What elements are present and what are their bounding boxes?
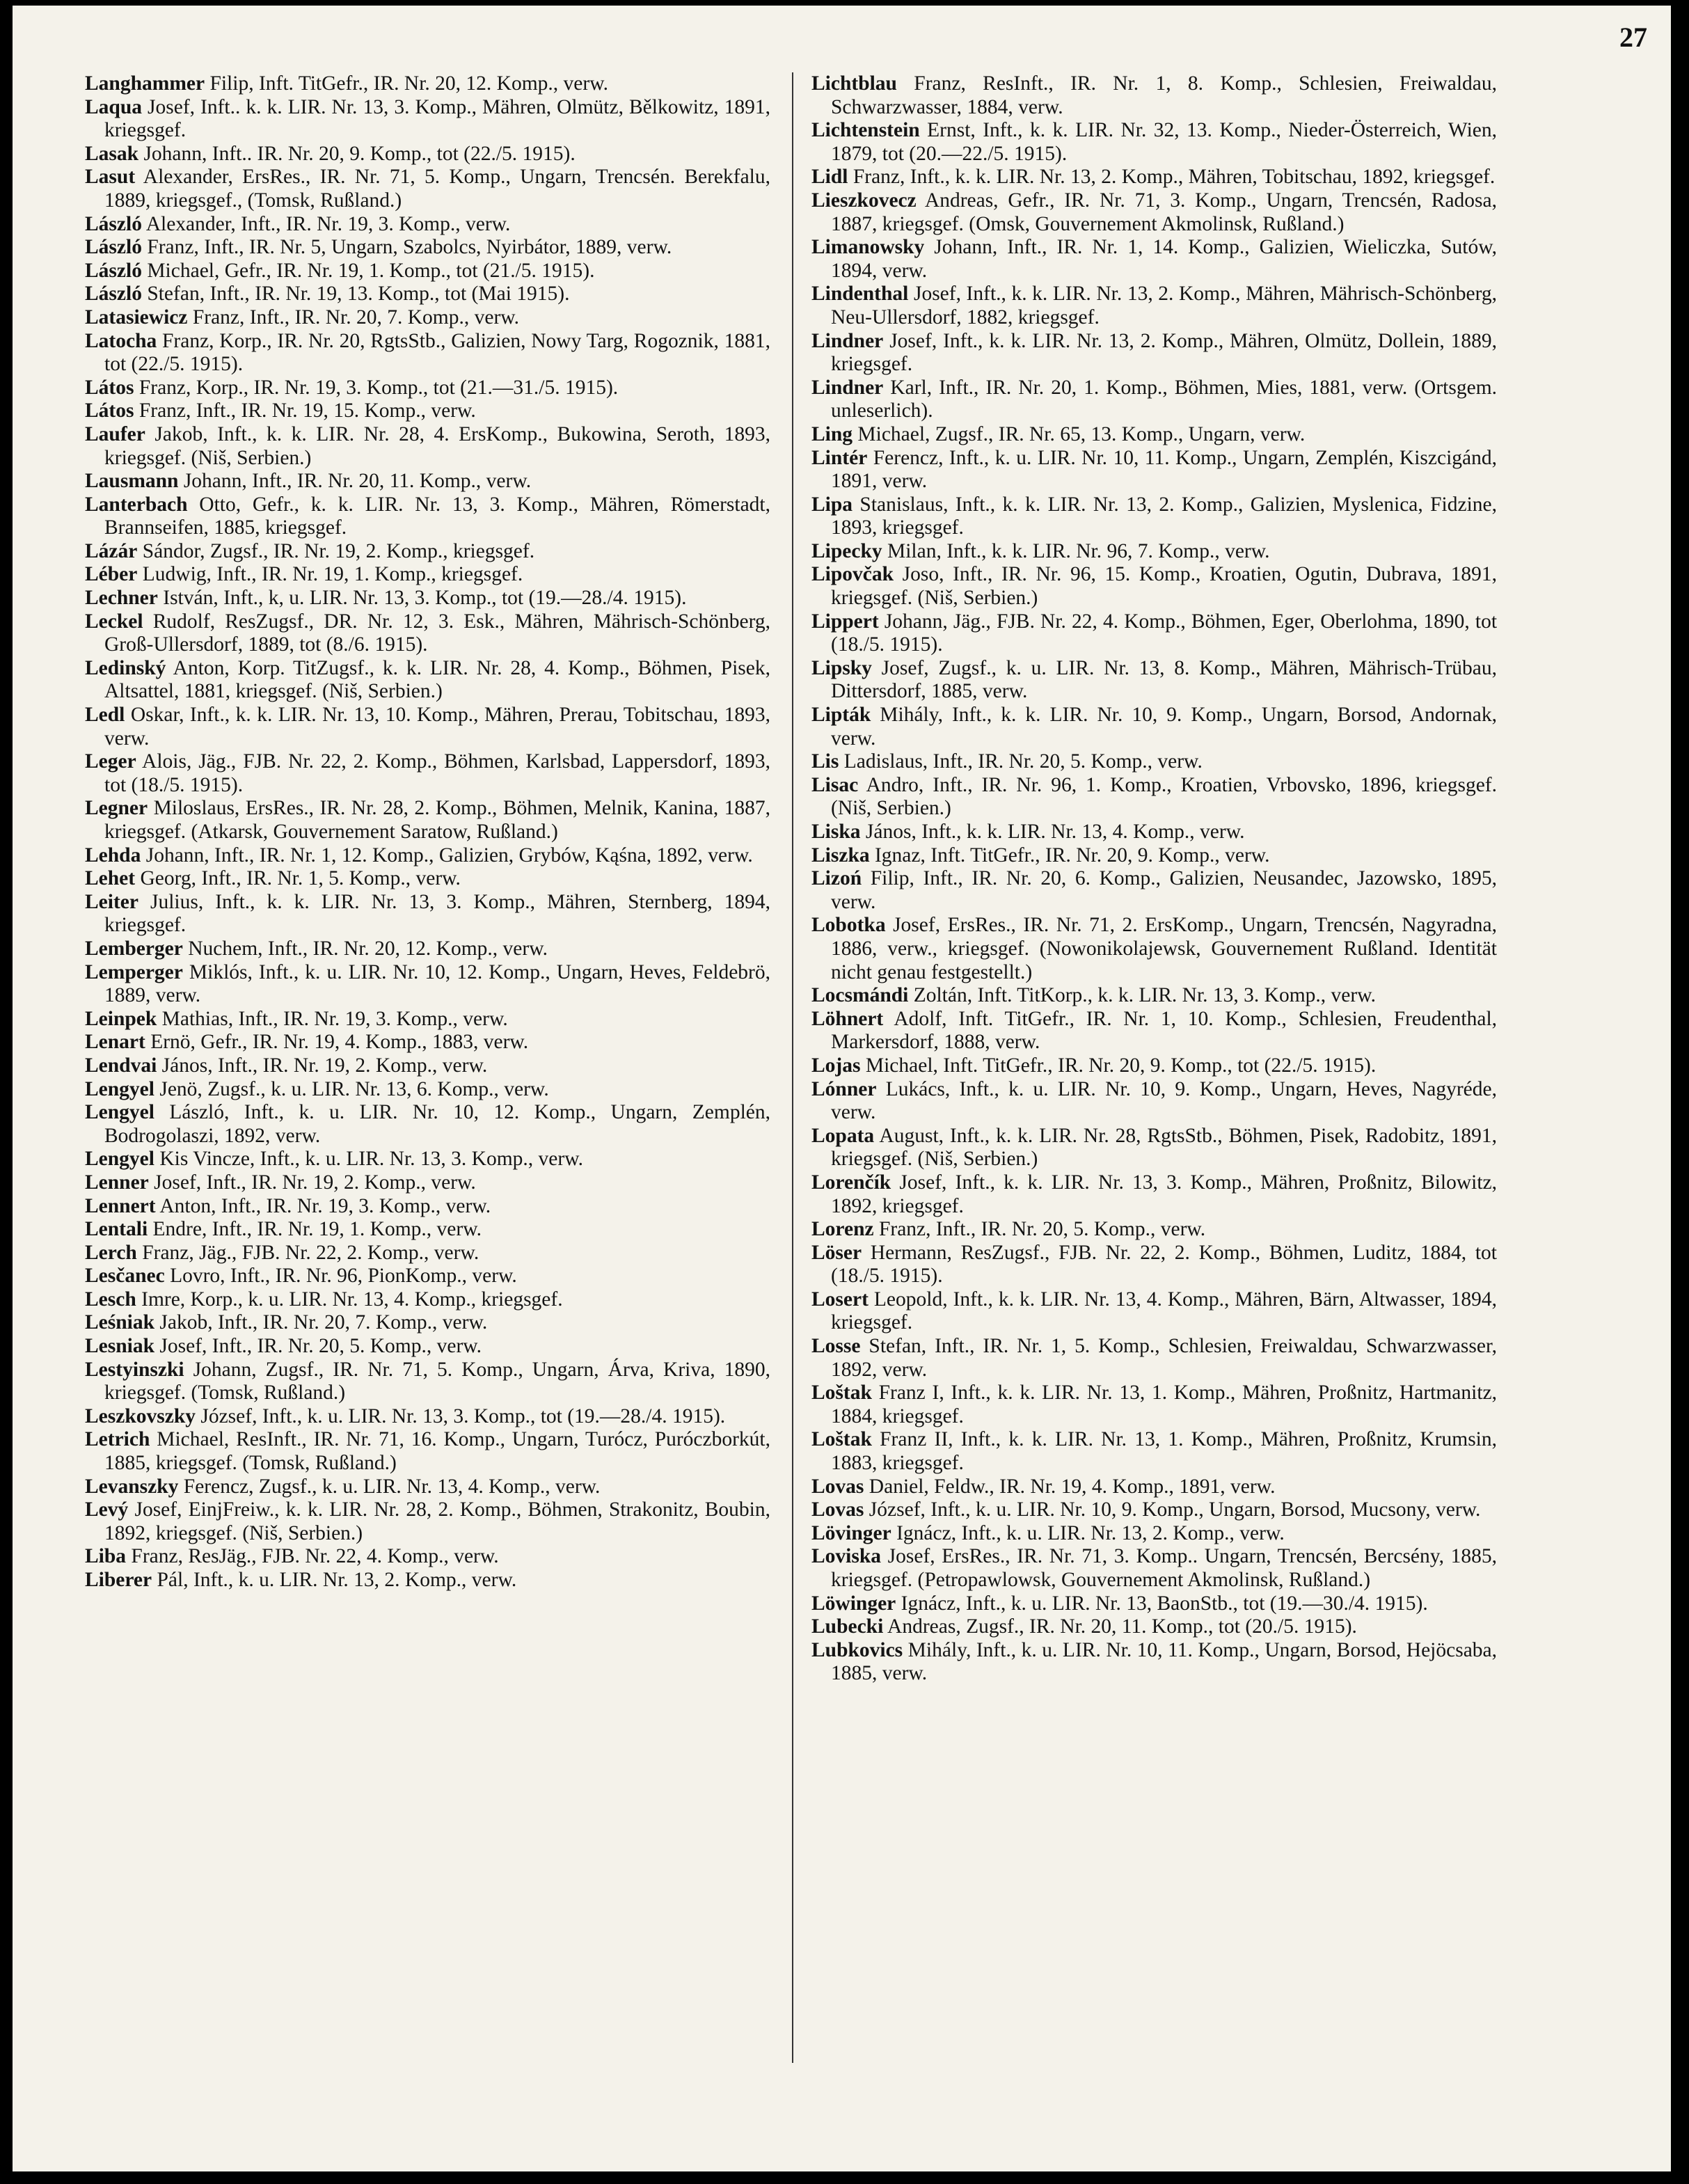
- entry-name: Lubecki: [811, 1615, 884, 1638]
- list-item: [811, 119, 1497, 166]
- entry-name: Langhammer: [85, 72, 205, 95]
- list-item: [811, 1498, 1497, 1522]
- entry-details: Oskar, Inft., k. k. LIR. Nr. 13, 10. Komp., Mähren, Prerau, Tobitschau, 1893, verw.: [104, 704, 770, 750]
- entry-name: László: [85, 283, 142, 306]
- list-item: [811, 423, 1497, 447]
- entry-details: Franz, Inft., IR. Nr. 20, 7. Komp., verw.: [192, 306, 520, 329]
- list-item: [85, 470, 770, 493]
- entry-name: Losse: [811, 1335, 861, 1358]
- list-item: [811, 1382, 1497, 1428]
- entry-name: Látos: [85, 376, 134, 399]
- list-item: [811, 1475, 1497, 1499]
- entry-name: Lövinger: [811, 1521, 891, 1544]
- list-item: [85, 306, 770, 330]
- list-item: [85, 844, 770, 868]
- entry-name: Liska: [811, 821, 861, 843]
- list-item: [811, 1592, 1497, 1616]
- entry-name: Lónner: [811, 1077, 877, 1100]
- column-divider: [792, 72, 793, 2063]
- list-item: [811, 189, 1497, 236]
- list-item: [85, 891, 770, 937]
- entry-name: Lizoń: [811, 867, 862, 890]
- entry-details: Ignácz, Inft., k. u. LIR. Nr. 13, BaonStb., tot (19.—30./4. 1915).: [901, 1592, 1428, 1615]
- list-item: [85, 1569, 770, 1592]
- list-item: [811, 704, 1497, 750]
- list-item: [811, 1522, 1497, 1546]
- entry-name: Leszkovszky: [85, 1404, 196, 1427]
- entry-details: Andreas, Gefr., IR. Nr. 71, 3. Komp., Ungarn, Trencsén, Radosa, 1887, kriegsgef. (Omsk, Gouvernement Akmolinsk, Rußland.): [831, 189, 1497, 235]
- list-item: [85, 236, 770, 260]
- entry-name: Lestyinszki: [85, 1358, 184, 1381]
- entry-name: Lemperger: [85, 960, 183, 983]
- entry-details: Georg, Inft., IR. Nr. 1, 5. Komp., verw.: [140, 867, 461, 890]
- entry-details: János, Inft., IR. Nr. 19, 2. Komp., verw.: [161, 1054, 488, 1077]
- entry-details: Franz I, Inft., k. k. LIR. Nr. 13, 1. Komp., Mähren, Proßnitz, Hartmanitz, 1884, kriegsgef.: [831, 1382, 1497, 1427]
- entry-name: Lindner: [811, 376, 884, 399]
- page-number: 27: [1619, 22, 1647, 53]
- entry-name: Látos: [85, 399, 134, 422]
- list-item: [811, 1335, 1497, 1382]
- list-item: [85, 1405, 770, 1429]
- entry-details: Josef, ErsRes., IR. Nr. 71, 3. Komp.. Ungarn, Trencsén, Bercsény, 1885, kriegsgef. (Petropawlowsk, Gouvernement Akmolinsk, Rußland.): [831, 1545, 1497, 1591]
- list-item: [85, 961, 770, 1008]
- entry-details: Michael, ResInft., IR. Nr. 71, 16. Komp., Ungarn, Turócz, Puróczborkút, 1885, kriegsgef. (Tomsk, Rußland.): [104, 1428, 771, 1475]
- list-item: [85, 1218, 770, 1242]
- entry-name: Laqua: [85, 95, 142, 118]
- list-item: [811, 1125, 1497, 1171]
- entry-name: Lichtblau: [811, 72, 897, 95]
- entry-name: Lesniak: [85, 1335, 155, 1358]
- entry-details: Zoltán, Inft. TitKorp., k. k. LIR. Nr. 13, 3. Komp., verw.: [913, 984, 1376, 1007]
- entry-details: Adolf, Inft. TitGefr., IR. Nr. 1, 10. Komp., Schlesien, Freudenthal, Markersdorf, 1888, verw.: [831, 1007, 1498, 1054]
- entry-details: Michael, Inft. TitGefr., IR. Nr. 20, 9. Komp., tot (22./5. 1915).: [865, 1054, 1377, 1077]
- entry-name: Letrich: [85, 1428, 150, 1451]
- list-item: [811, 984, 1497, 1008]
- entry-name: Loštak: [811, 1382, 872, 1404]
- entry-name: Lennert: [85, 1194, 156, 1217]
- list-item: [811, 72, 1497, 119]
- list-item: [811, 750, 1497, 774]
- entry-details: János, Inft., k. k. LIR. Nr. 13, 4. Komp., verw.: [865, 821, 1245, 843]
- list-item: [811, 657, 1497, 704]
- entry-name: Lopata: [811, 1124, 875, 1147]
- entry-details: József, Inft., k. u. LIR. Nr. 13, 3. Komp., tot (19.—28./4. 1915).: [200, 1404, 726, 1427]
- entry-details: István, Inft., k, u. LIR. Nr. 13, 3. Komp., tot (19.—28./4. 1915).: [163, 587, 687, 610]
- entry-details: Josef, Inft., IR. Nr. 19, 2. Komp., verw.: [154, 1171, 476, 1194]
- list-item: [85, 423, 770, 470]
- list-item: [85, 1428, 770, 1475]
- entry-name: Lausmann: [85, 470, 179, 493]
- entry-name: Locsmándi: [811, 984, 909, 1007]
- entry-name: Lehda: [85, 844, 141, 867]
- list-item: [811, 1078, 1497, 1125]
- entry-name: Leiter: [85, 890, 138, 913]
- entry-name: Lipsky: [811, 656, 872, 679]
- entry-details: Filip, Inft. TitGefr., IR. Nr. 20, 12. Komp., verw.: [209, 72, 608, 95]
- entry-name: Lengyel: [85, 1077, 154, 1100]
- entry-details: Lukács, Inft., k. u. LIR. Nr. 10, 9. Komp., Ungarn, Heves, Nagyréde, verw.: [831, 1077, 1497, 1124]
- entry-name: Lipa: [811, 493, 853, 516]
- entry-name: Liberer: [85, 1569, 152, 1591]
- entry-name: Lieszkovecz: [811, 189, 917, 212]
- list-item: [85, 1195, 770, 1219]
- entry-name: Leinpek: [85, 1007, 157, 1030]
- entry-name: Lázár: [85, 539, 138, 562]
- entry-details: Ferencz, Zugsf., k. u. LIR. Nr. 13, 4. Komp., verw.: [183, 1475, 601, 1498]
- entry-name: Leckel: [85, 610, 143, 633]
- entry-details: Mihály, Inft., k. u. LIR. Nr. 10, 11. Komp., Ungarn, Borsod, Hejöcsaba, 1885, verw.: [831, 1638, 1498, 1685]
- entry-details: Anton, Korp. TitZugsf., k. k. LIR. Nr. 28, 4. Komp., Böhmen, Pisek, Altsattel, 1881, kriegsgef. (Niš, Serbien.): [104, 656, 770, 703]
- list-item: [85, 540, 770, 564]
- entry-name: Legner: [85, 797, 148, 820]
- entry-details: Imre, Korp., k. u. LIR. Nr. 13, 4. Komp., kriegsgef.: [141, 1288, 563, 1311]
- entry-name: Ling: [811, 422, 853, 445]
- entry-details: Ernst, Inft., k. k. LIR. Nr. 32, 13. Komp., Nieder-Österreich, Wien, 1879, tot (20.—22./5. 1915).: [831, 119, 1497, 165]
- entry-details: Franz, Inft., IR. Nr. 20, 5. Komp., verw.: [878, 1218, 1206, 1241]
- entry-name: Lasut: [85, 166, 136, 189]
- list-item: [85, 610, 770, 657]
- list-item: [85, 72, 770, 96]
- entry-name: Lipecky: [811, 539, 882, 562]
- entry-details: Leopold, Inft., k. k. LIR. Nr. 13, 4. Komp., Mähren, Bärn, Altwasser, 1894, kriegsgef.: [831, 1288, 1497, 1334]
- list-item: [85, 1359, 770, 1405]
- entry-details: Michael, Zugsf., IR. Nr. 65, 13. Komp., Ungarn, verw.: [857, 422, 1306, 445]
- entry-details: Josef, Inft.. k. k. LIR. Nr. 13, 3. Komp., Mähren, Olmütz, Bělkowitz, 1891, kriegsgef.: [104, 95, 770, 142]
- list-item: [811, 1545, 1497, 1592]
- entry-details: Miloslaus, ErsRes., IR. Nr. 28, 2. Komp., Böhmen, Melnik, Kanina, 1887, kriegsgef. (Atkarsk, Gouvernement Saratow, Rußland.): [104, 797, 770, 843]
- entry-name: Löser: [811, 1241, 862, 1264]
- entry-name: László: [85, 259, 142, 282]
- list-item: [85, 1242, 770, 1265]
- entry-name: Lippert: [811, 610, 879, 633]
- list-item: [85, 493, 770, 540]
- list-item: [85, 1288, 770, 1312]
- entry-details: Franz, ResInft., IR. Nr. 1, 8. Komp., Schlesien, Freiwaldau, Schwarzwasser, 1884, verw.: [831, 72, 1498, 118]
- entry-name: Lesch: [85, 1288, 136, 1311]
- list-item: [85, 1335, 770, 1359]
- entry-name: Lintér: [811, 446, 868, 469]
- list-item: [85, 1078, 770, 1102]
- entry-name: Lasak: [85, 142, 139, 165]
- entry-details: Stefan, Inft., IR. Nr. 1, 5. Komp., Schlesien, Freiwaldau, Schwarzwasser, 1892, verw.: [831, 1335, 1497, 1381]
- entry-details: József, Inft., k. u. LIR. Nr. 10, 9. Komp., Ungarn, Borsod, Mucsony, verw.: [869, 1498, 1481, 1521]
- list-item: [811, 610, 1497, 657]
- list-item: [85, 1101, 770, 1148]
- list-item: [811, 540, 1497, 564]
- list-item: [85, 937, 770, 961]
- list-item: [811, 1218, 1497, 1242]
- entry-name: Limanowsky: [811, 236, 925, 259]
- entry-details: Mathias, Inft., IR. Nr. 19, 3. Komp., verw.: [161, 1007, 508, 1030]
- list-item: [85, 1498, 770, 1545]
- entry-details: Otto, Gefr., k. k. LIR. Nr. 13, 3. Komp., Mähren, Römerstadt, Brannseifen, 1885, kriegsgef.: [104, 493, 770, 539]
- entry-details: Johann, Jäg., FJB. Nr. 22, 4. Komp., Böhmen, Eger, Oberlohma, 1890, tot (18./5. 1915).: [831, 610, 1498, 656]
- list-item: [85, 166, 770, 212]
- entry-name: Lenart: [85, 1031, 145, 1054]
- entry-name: Lesčanec: [85, 1265, 165, 1288]
- entry-name: Liba: [85, 1545, 127, 1568]
- entry-details: Hermann, ResZugsf., FJB. Nr. 22, 2. Komp., Böhmen, Luditz, 1884, tot (18./5. 1915).: [831, 1241, 1497, 1288]
- entry-name: Lovas: [811, 1498, 864, 1521]
- entry-name: Latocha: [85, 329, 157, 352]
- list-item: [811, 1008, 1497, 1054]
- list-item: [85, 399, 770, 423]
- list-item: [811, 774, 1497, 821]
- entry-name: Levanszky: [85, 1475, 179, 1498]
- entry-details: Miklós, Inft., k. u. LIR. Nr. 10, 12. Komp., Ungarn, Heves, Feldebrö, 1889, verw.: [104, 960, 770, 1007]
- right-column: [811, 72, 1497, 1686]
- entry-details: Joso, Inft., IR. Nr. 96, 15. Komp., Kroatien, Ogutin, Dubrava, 1891, kriegsgef. (Niš, Serbien.): [831, 563, 1498, 610]
- list-item: [85, 657, 770, 704]
- list-item: [811, 1428, 1497, 1475]
- entry-details: Franz, ResJäg., FJB. Nr. 22, 4. Komp., verw.: [131, 1545, 499, 1568]
- entry-details: Julius, Inft., k. k. LIR. Nr. 13, 3. Komp., Mähren, Sternberg, 1894, kriegsgef.: [104, 890, 770, 937]
- entry-name: Léber: [85, 563, 138, 586]
- list-item: [85, 1545, 770, 1569]
- entry-details: Franz, Korp., IR. Nr. 20, RgtsStb., Galizien, Nowy Targ, Rogoznik, 1881, tot (22./5. 1915).: [104, 329, 771, 376]
- entry-details: Ladislaus, Inft., IR. Nr. 20, 5. Komp., verw.: [843, 750, 1203, 773]
- list-item: [85, 143, 770, 166]
- entry-name: Lerch: [85, 1241, 137, 1264]
- entry-name: Lisac: [811, 773, 859, 796]
- entry-name: Lis: [811, 750, 839, 773]
- entry-name: Löhnert: [811, 1007, 884, 1030]
- list-item: [811, 563, 1497, 610]
- entry-details: Endre, Inft., IR. Nr. 19, 1. Komp., verw.: [152, 1218, 482, 1241]
- entry-details: Jakob, Inft., IR. Nr. 20, 7. Komp., verw.: [159, 1311, 488, 1334]
- list-item: [811, 330, 1497, 377]
- entry-details: Franz II, Inft., k. k. LIR. Nr. 13, 1. Komp., Mähren, Proßnitz, Krumsin, 1883, kriegsgef.: [831, 1428, 1498, 1475]
- list-item: [85, 213, 770, 237]
- entry-details: Rudolf, ResZugsf., DR. Nr. 12, 3. Esk., Mähren, Mährisch-Schönberg, Groß-Ullersdorf, 1889, tot (8./6. 1915).: [104, 610, 770, 656]
- entry-name: Lenner: [85, 1171, 149, 1194]
- entry-name: Liszka: [811, 844, 870, 867]
- list-item: [811, 283, 1497, 329]
- entry-name: Loštak: [811, 1428, 872, 1451]
- list-item: [85, 1054, 770, 1078]
- list-item: [811, 493, 1497, 540]
- entry-name: Losert: [811, 1288, 869, 1311]
- entry-details: Ignácz, Inft., k. u. LIR. Nr. 13, 2. Komp., verw.: [896, 1521, 1285, 1544]
- entry-name: Ledl: [85, 704, 125, 727]
- entry-details: Josef, EinjFreiw., k. k. LIR. Nr. 28, 2. Komp., Böhmen, Strakonitz, Boubin, 1892, kriegsgef. (Niš, Serbien.): [104, 1498, 771, 1544]
- entry-details: Alexander, ErsRes., IR. Nr. 71, 5. Komp., Ungarn, Trencsén. Berekfalu, 1889, kriegsgef., (Tomsk, Rußland.): [104, 166, 770, 212]
- entry-name: Leger: [85, 750, 136, 773]
- list-item: [85, 797, 770, 844]
- entry-details: Josef, Zugsf., k. u. LIR. Nr. 13, 8. Komp., Mähren, Mährisch-Trübau, Dittersdorf, 1885, verw.: [831, 656, 1498, 703]
- list-item: [811, 844, 1497, 868]
- list-item: [85, 563, 770, 587]
- entry-details: Kis Vincze, Inft., k. u. LIR. Nr. 13, 3. Komp., verw.: [159, 1148, 583, 1171]
- entry-details: Jakob, Inft., k. k. LIR. Nr. 28, 4. ErsKomp., Bukowina, Seroth, 1893, kriegsgef. (Niš, Serbien.): [104, 422, 770, 469]
- list-item: [85, 1171, 770, 1195]
- entry-name: Latasiewicz: [85, 306, 188, 329]
- list-item: [85, 1475, 770, 1499]
- list-item: [85, 1008, 770, 1031]
- left-column: [85, 72, 770, 1592]
- list-item: [85, 1311, 770, 1335]
- list-item: [85, 330, 770, 377]
- entry-details: Stefan, Inft., IR. Nr. 19, 13. Komp., tot (Mai 1915).: [147, 283, 570, 306]
- entry-details: Lovro, Inft., IR. Nr. 96, PionKomp., verw.: [170, 1265, 517, 1288]
- entry-details: Josef, Inft., k. k. LIR. Nr. 13, 3. Komp., Mähren, Proßnitz, Bilowitz, 1892, kriegsgef.: [831, 1171, 1498, 1217]
- entry-details: August, Inft., k. k. LIR. Nr. 28, RgtsStb., Böhmen, Pisek, Radobitz, 1891, kriegsgef. (Niš, Serbien.): [831, 1124, 1497, 1171]
- entry-details: Jenö, Zugsf., k. u. LIR. Nr. 13, 6. Komp., verw.: [159, 1077, 549, 1100]
- entry-name: Lobotka: [811, 914, 886, 937]
- entry-details: Johann, Inft.. IR. Nr. 20, 9. Komp., tot (22./5. 1915).: [143, 142, 576, 165]
- entry-name: Lemberger: [85, 937, 183, 960]
- list-item: [811, 1242, 1497, 1288]
- entry-details: Alexander, Inft., IR. Nr. 19, 3. Komp., verw.: [145, 212, 511, 235]
- list-item: [811, 914, 1497, 984]
- entry-details: Franz, Inft., IR. Nr. 19, 15. Komp., verw.: [138, 399, 476, 422]
- document-page: [13, 6, 1671, 2171]
- list-item: [811, 1639, 1497, 1686]
- entry-name: Lidl: [811, 166, 848, 189]
- entry-details: Michael, Gefr., IR. Nr. 19, 1. Komp., tot (21./5. 1915).: [147, 259, 595, 282]
- entry-name: Lovas: [811, 1475, 864, 1498]
- entry-details: Franz, Korp., IR. Nr. 19, 3. Komp., tot (21.—31./5. 1915).: [138, 376, 619, 399]
- entry-details: Franz, Jäg., FJB. Nr. 22, 2. Komp., verw.: [142, 1241, 479, 1264]
- list-item: [811, 1288, 1497, 1335]
- entry-name: Loviska: [811, 1545, 882, 1568]
- entry-name: Lehet: [85, 867, 136, 890]
- entry-details: Johann, Zugsf., IR. Nr. 71, 5. Komp., Ungarn, Árva, Kriva, 1890, kriegsgef. (Tomsk, Rußland.): [104, 1358, 770, 1404]
- list-item: [85, 283, 770, 306]
- entry-name: Lengyel: [85, 1101, 154, 1124]
- entry-name: Lechner: [85, 587, 158, 610]
- entry-name: Lindner: [811, 329, 884, 352]
- entry-name: Laufer: [85, 422, 145, 445]
- entry-name: Lipovčak: [811, 563, 894, 586]
- entry-name: Leśniak: [85, 1311, 155, 1334]
- list-item: [85, 750, 770, 797]
- entry-name: Lendvai: [85, 1054, 157, 1077]
- entry-name: Lorenčík: [811, 1171, 891, 1194]
- entry-details: Stanislaus, Inft., k. k. LIR. Nr. 13, 2. Komp., Galizien, Myslenica, Fidzine, 1893, kriegsgef.: [831, 493, 1498, 539]
- entry-name: Lindenthal: [811, 283, 909, 306]
- entry-name: Ledinský: [85, 656, 166, 679]
- entry-details: Andreas, Zugsf., IR. Nr. 20, 11. Komp., tot (20./5. 1915).: [887, 1615, 1357, 1638]
- list-item: [85, 1265, 770, 1288]
- entry-name: Löwinger: [811, 1592, 896, 1615]
- entry-details: Milan, Inft., k. k. LIR. Nr. 96, 7. Komp., verw.: [887, 539, 1270, 562]
- list-item: [811, 377, 1497, 423]
- entry-details: Josef, Inft., k. k. LIR. Nr. 13, 2. Komp., Mähren, Olmütz, Dollein, 1889, kriegsgef.: [831, 329, 1498, 376]
- entry-details: Johann, Inft., IR. Nr. 1, 14. Komp., Galizien, Wieliczka, Sutów, 1894, verw.: [831, 236, 1497, 282]
- list-item: [811, 1171, 1497, 1218]
- entry-details: Andro, Inft., IR. Nr. 96, 1. Komp., Kroatien, Vrbovsko, 1896, kriegsgef. (Niš, Serbien.): [831, 773, 1498, 820]
- list-item: [811, 236, 1497, 283]
- entry-name: Lanterbach: [85, 493, 188, 516]
- entry-name: László: [85, 212, 142, 235]
- entry-details: Karl, Inft., IR. Nr. 20, 1. Komp., Böhmen, Mies, 1881, verw. (Ortsgem. unleserlich).: [831, 376, 1498, 422]
- entry-details: Josef, ErsRes., IR. Nr. 71, 2. ErsKomp., Ungarn, Trencsén, Nagyradna, 1886, verw., kriegsgef. (Nowonikolajewsk, Gouvernement Rußland. Identität nicht genau festgestellt.): [831, 914, 1497, 983]
- entry-name: Lichtenstein: [811, 119, 920, 142]
- entry-name: Lentali: [85, 1218, 148, 1241]
- entry-details: Filip, Inft., IR. Nr. 20, 6. Komp., Galizien, Neusandec, Jazowsko, 1895, verw.: [831, 867, 1498, 913]
- list-item: [85, 1031, 770, 1054]
- list-item: [85, 1148, 770, 1171]
- list-item: [811, 1054, 1497, 1078]
- entry-details: Josef, Inft., IR. Nr. 20, 5. Komp., verw.: [159, 1335, 482, 1358]
- entry-details: Daniel, Feldw., IR. Nr. 19, 4. Komp., 1891, verw.: [869, 1475, 1276, 1498]
- entry-details: Mihály, Inft., k. k. LIR. Nr. 10, 9. Komp., Ungarn, Borsod, Andornak, verw.: [831, 704, 1498, 750]
- entry-details: Ignaz, Inft. TitGefr., IR. Nr. 20, 9. Komp., verw.: [874, 844, 1270, 867]
- list-item: [811, 166, 1497, 189]
- entry-details: Franz, Inft., k. k. LIR. Nr. 13, 2. Komp., Mähren, Tobitschau, 1892, kriegsgef.: [853, 166, 1496, 189]
- entry-name: Lipták: [811, 704, 871, 727]
- entry-details: Johann, Inft., IR. Nr. 1, 12. Komp., Galizien, Grybów, Kąśna, 1892, verw.: [145, 844, 753, 867]
- list-item: [85, 704, 770, 750]
- entry-name: Lorenz: [811, 1218, 874, 1241]
- list-item: [85, 260, 770, 283]
- entry-name: Lojas: [811, 1054, 861, 1077]
- entry-name: Lubkovics: [811, 1638, 903, 1661]
- entry-details: Pál, Inft., k. u. LIR. Nr. 13, 2. Komp., verw.: [157, 1569, 517, 1591]
- list-item: [811, 1615, 1497, 1639]
- entry-name: Levý: [85, 1498, 129, 1521]
- list-item: [85, 96, 770, 143]
- list-item: [811, 867, 1497, 914]
- entry-details: Franz, Inft., IR. Nr. 5, Ungarn, Szabolcs, Nyirbátor, 1889, verw.: [147, 236, 672, 259]
- entry-details: Anton, Inft., IR. Nr. 19, 3. Komp., verw.: [159, 1194, 491, 1217]
- list-item: [85, 587, 770, 610]
- entry-name: Lengyel: [85, 1148, 154, 1171]
- entry-details: Sándor, Zugsf., IR. Nr. 19, 2. Komp., kriegsgef.: [142, 539, 535, 562]
- list-item: [811, 821, 1497, 844]
- entry-details: Ludwig, Inft., IR. Nr. 19, 1. Komp., kriegsgef.: [142, 563, 523, 586]
- list-item: [85, 377, 770, 400]
- entry-details: László, Inft., k. u. LIR. Nr. 10, 12. Komp., Ungarn, Zemplén, Bodrogolaszi, 1892, verw.: [104, 1101, 771, 1147]
- entry-details: Alois, Jäg., FJB. Nr. 22, 2. Komp., Böhmen, Karlsbad, Lappersdorf, 1893, tot (18./5. 1915).: [104, 750, 770, 796]
- entry-name: László: [85, 236, 142, 259]
- entry-details: Ernö, Gefr., IR. Nr. 19, 4. Komp., 1883, verw.: [150, 1031, 529, 1054]
- entry-details: Johann, Inft., IR. Nr. 20, 11. Komp., verw.: [183, 470, 532, 493]
- entry-details: Ferencz, Inft., k. u. LIR. Nr. 10, 11. Komp., Ungarn, Zemplén, Kiszcigánd, 1891, verw.: [831, 446, 1498, 493]
- list-item: [811, 447, 1497, 493]
- entry-details: Josef, Inft., k. k. LIR. Nr. 13, 2. Komp., Mähren, Mährisch-Schönberg, Neu-Ullersdorf, 1882, kriegsgef.: [831, 283, 1498, 329]
- entry-details: Nuchem, Inft., IR. Nr. 20, 12. Komp., verw.: [188, 937, 548, 960]
- list-item: [85, 867, 770, 891]
